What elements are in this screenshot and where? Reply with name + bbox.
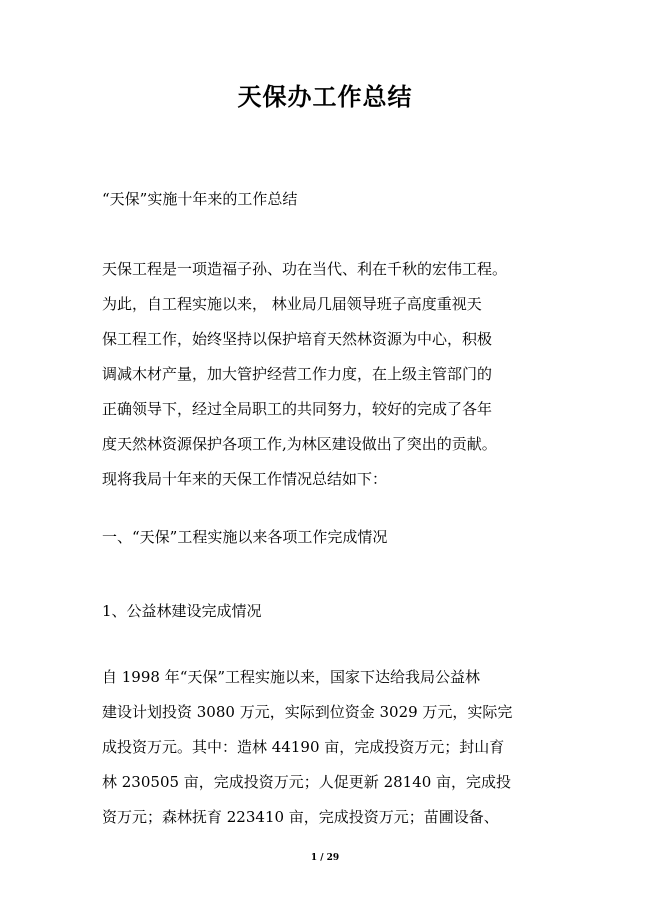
- body-line: 自 1998 年“天保”工程实施以来，国家下达给我局公益林: [102, 668, 481, 686]
- body-line: 建设计划投资 3080 万元，实际到位资金 3029 万元，实际完: [102, 703, 513, 721]
- section-heading: [102, 520, 552, 555]
- body-line: 林 230505 亩，完成投资万元；人促更新 28140 亩，完成投: [102, 773, 512, 791]
- document-subtitle: [102, 182, 552, 217]
- body-line: 成投资万元。其中：造林 44190 亩，完成投资万元；封山育: [102, 738, 505, 756]
- intro-line: 保工程工作，始终坚持以保护培育天然林资源为中心，积极: [102, 330, 493, 348]
- intro-line: 现将我局十年来的天保工作情况总结如下：: [102, 470, 388, 488]
- body-paragraph: [102, 660, 552, 835]
- intro-line: 正确领导下，经过全局职工的共同努力，较好的完成了各年: [102, 400, 493, 418]
- subsection-heading-text: 1、公益林建设完成情况: [102, 602, 262, 620]
- intro-line: 天保工程是一项造福子孙、功在当代、利在千秋的宏伟工程。: [102, 260, 508, 278]
- document-title: 天保办工作总结: [237, 83, 413, 111]
- intro-line: 为此，自工程实施以来， 林业局几届领导班子高度重视天: [102, 295, 482, 313]
- page-indicator: 1 / 29: [310, 853, 340, 863]
- subtitle-line: “天保”实施十年来的工作总结: [102, 190, 298, 208]
- subsection-heading: [102, 594, 552, 629]
- intro-line: 调减木材产量，加大管护经营工作力度，在上级主管部门的: [102, 365, 493, 383]
- intro-paragraph: [102, 252, 552, 497]
- section-heading-text: 一、“天保”工程实施以来各项工作完成情况: [102, 528, 388, 546]
- body-line: 资万元；森林抚育 223410 亩，完成投资万元；苗圃设备、: [102, 808, 499, 826]
- intro-line: 度天然林资源保护各项工作,为林区建设做出了突出的贡献。: [102, 435, 497, 453]
